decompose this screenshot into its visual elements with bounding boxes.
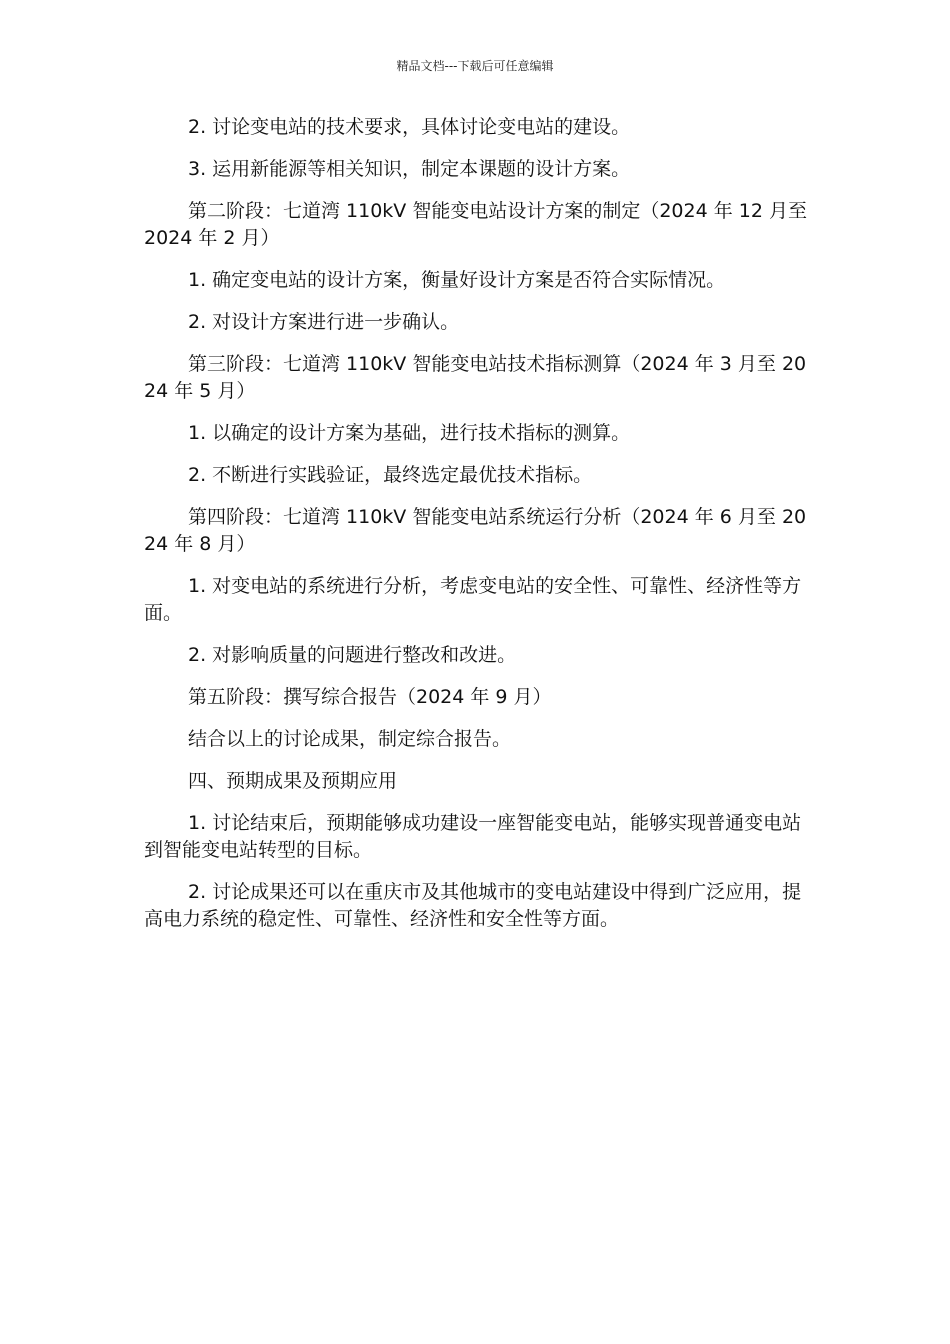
document-body <box>144 114 808 948</box>
section-heading-expected-results: 四、预期成果及预期应用 <box>188 770 398 792</box>
paragraph-expected-one: 1. 讨论结束后，预期能够成功建设一座智能变电站，能够实现普通变电站到智能变电站转型的目标。 <box>144 812 802 861</box>
paragraph-rectify: 2. 对影响质量的问题进行整改和改进。 <box>188 644 517 666</box>
paragraph-confirm-plan: 1. 确定变电站的设计方案，衡量好设计方案是否符合实际情况。 <box>188 269 726 291</box>
paragraph-practice-verify: 2. 不断进行实践验证，最终选定最优技术指标。 <box>188 464 593 486</box>
paragraph-stage-three: 第三阶段：七道湾 110kV 智能变电站技术指标测算（2024 年 3 月至 2024 年 5 月） <box>144 353 807 402</box>
paragraph-stage-two: 第二阶段：七道湾 110kV 智能变电站设计方案的制定（2024 年 12 月至 2024 年 2 月） <box>144 200 807 249</box>
paragraph-stage-five: 第五阶段：撰写综合报告（2024 年 9 月） <box>188 686 552 708</box>
paragraph-system-analysis: 1. 对变电站的系统进行分析，考虑变电站的安全性、可靠性、经济性等方面。 <box>144 575 802 624</box>
paragraph-calc-indicators: 1. 以确定的设计方案为基础，进行技术指标的测算。 <box>188 422 631 444</box>
paragraph-tech-requirements: 2. 讨论变电站的技术要求，具体讨论变电站的建设。 <box>188 116 631 138</box>
paragraph-stage-four: 第四阶段：七道湾 110kV 智能变电站系统运行分析（2024 年 6 月至 2024 年 8 月） <box>144 506 807 555</box>
page-header: 精品文档---下载后可任意编辑 <box>396 59 554 73</box>
paragraph-report: 结合以上的讨论成果，制定综合报告。 <box>188 728 512 750</box>
paragraph-further-confirm: 2. 对设计方案进行进一步确认。 <box>188 311 460 333</box>
paragraph-design-plan: 3. 运用新能源等相关知识，制定本课题的设计方案。 <box>188 158 631 180</box>
paragraph-expected-two: 2. 讨论成果还可以在重庆市及其他城市的变电站建设中得到广泛应用，提高电力系统的稳定性、可靠性、经济性和安全性等方面。 <box>144 881 802 930</box>
